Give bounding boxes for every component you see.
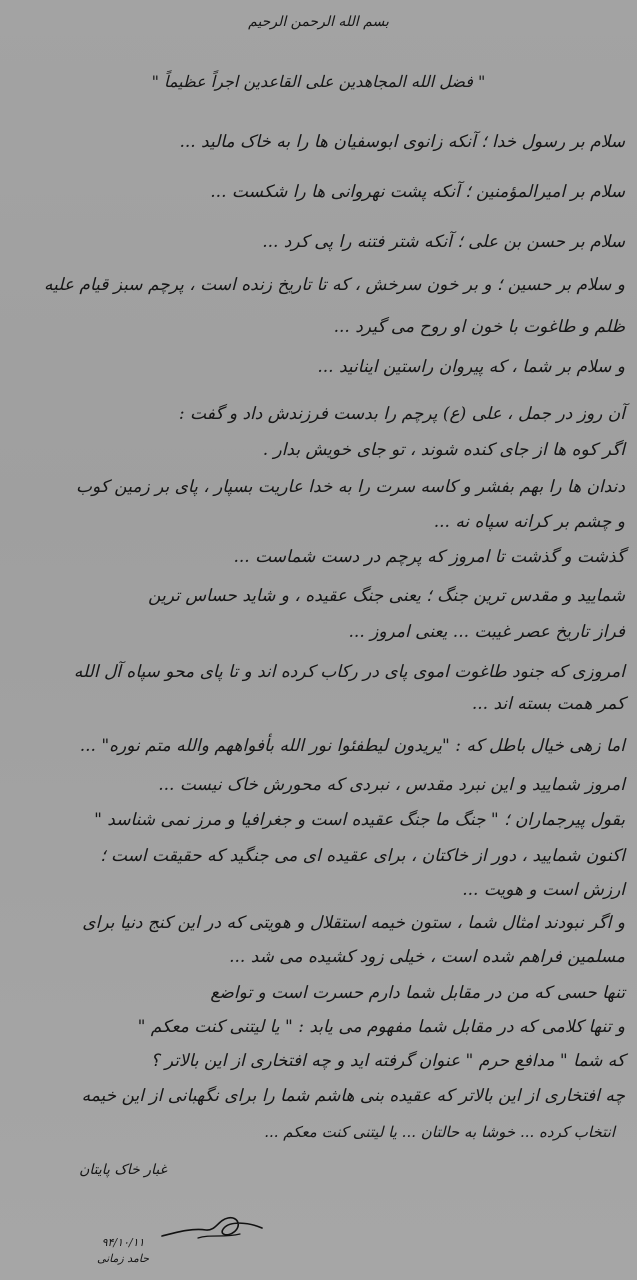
signer-title: غبار خاک پایتان (79, 1162, 167, 1178)
letter-line: تنها حسی که من در مقابل شما دارم حسرت است و تواضع (210, 983, 625, 1003)
letter-line: اما زهی خیال باطل که : "یریدون لیطفئوا نور الله بأفواههم والله متم نوره" ... (79, 736, 625, 756)
letter-line: امروزی که جنود طاغوت اموی پای در رکاب کرده اند و تا پای محو سپاه آل الله (73, 662, 625, 682)
basmala-heading: بسم الله الرحمن الرحیم (248, 14, 389, 30)
letter-line: کمر همت بسته اند ... (471, 694, 625, 714)
quran-quote: " فضل الله المجاهدین علی القاعدین اجراً عظیماً " (151, 72, 486, 91)
letter-line: شمایید و مقدس ترین جنگ ؛ یعنی جنگ عقیده ، و شاید حساس ترین (148, 586, 625, 606)
letter-line: و چشم بر کرانه سپاه نه ... (433, 512, 625, 532)
letter-line: بقول پیرجماران ؛ " جنگ ما جنگ عقیده است و جغرافیا و مرز نمی شناسد " (94, 810, 625, 830)
letter-line: سلام بر حسن بن علی ؛ آنکه شتر فتنه را پی کرد ... (262, 232, 625, 252)
letter-line: فراز تاریخ عصر غیبت ... یعنی امروز ... (348, 622, 625, 642)
letter-line: و سلام بر شما ، که پیروان راستین اینانید ... (317, 357, 625, 377)
letter-line: اکنون شمایید ، دور از خاکتان ، برای عقیده ای می جنگید که حقیقت است ؛ (100, 846, 625, 866)
letter-line: و سلام بر حسین ؛ و بر خون سرخش ، که تا تاریخ زنده است ، پرچم سبز قیام علیه (44, 275, 625, 295)
letter-line: گذشت و گذشت تا امروز که پرچم در دست شماست ... (233, 547, 625, 567)
signature-date: ۹۴/۱۰/۱۱ (101, 1236, 145, 1249)
letter-line: مسلمین فراهم شده است ، خیلی زود کشیده می شد ... (229, 947, 625, 967)
letter-line: ظلم و طاغوت با خون او روح می گیرد ... (333, 317, 625, 337)
letter-line: و تنها کلامی که در مقابل شما مفهوم می یابد : " یا لیتنی کنت معکم " (137, 1017, 625, 1037)
letter-line: که شما " مدافع حرم " عنوان گرفته اید و چه افتخاری از این بالاتر ؟ (150, 1051, 625, 1071)
letter-closing-line: انتخاب کرده ... خوشا به حالتان ... یا لیتنی کنت معکم ... (264, 1123, 615, 1141)
letter-line: دندان ها را بهم بفشر و کاسه سرت را به خدا عاریت بسپار ، پای بر زمین کوب (76, 477, 625, 497)
letter-line: چه افتخاری از این بالاتر که عقیده بنی هاشم شما را برای نگهبانی از این خیمه (81, 1086, 625, 1106)
letter-line: امروز شمایید و این نبرد مقدس ، نبردی که محورش خاک نیست ... (158, 775, 625, 795)
signer-name: حامد زمانی (96, 1252, 150, 1265)
letter-line: آن روز در جمل ، علی (ع) پرچم را بدست فرزندش داد و گفت : (178, 404, 625, 424)
letter-line: و اگر نبودند امثال شما ، ستون خیمه استقلال و هویتی که در این کنج دنیا برای (82, 913, 625, 933)
letter-line: سلام بر رسول خدا ؛ آنکه زانوی ابوسفیان ها را به خاک مالید ... (179, 132, 625, 152)
letter-line: سلام بر امیرالمؤمنین ؛ آنکه پشت نهروانی ها را شکست ... (210, 182, 625, 202)
letter-line: اگر کوه ها از جای کنده شوند ، تو جای خویش بدار . (262, 440, 625, 460)
letter-line: ارزش است و هویت ... (462, 880, 625, 900)
